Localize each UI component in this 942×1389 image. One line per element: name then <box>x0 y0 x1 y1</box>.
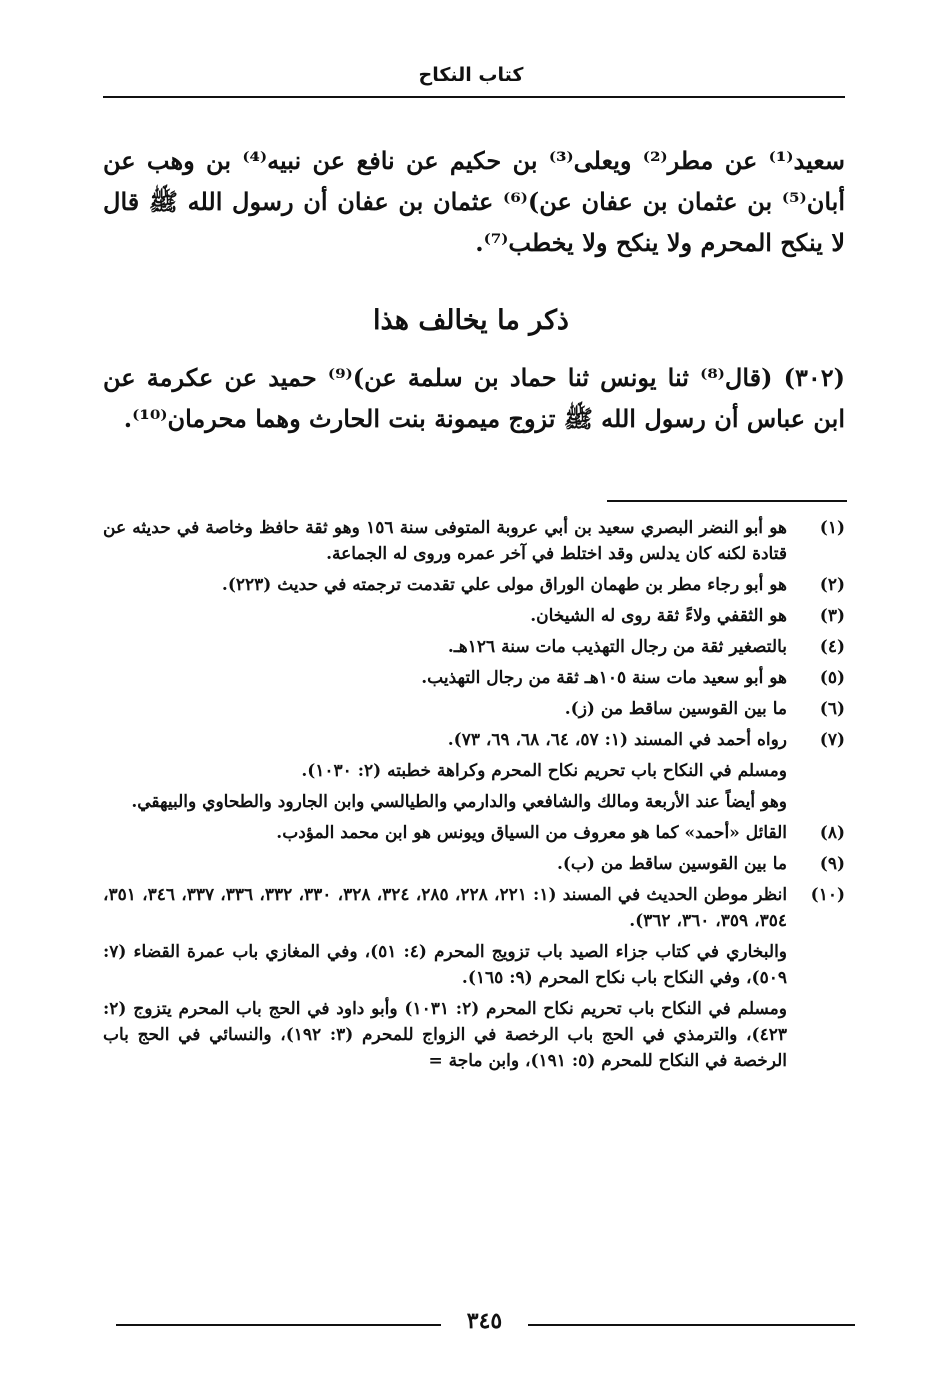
footnote-body <box>103 515 787 567</box>
footnote-number: (٧) <box>819 730 845 750</box>
footnote-item <box>103 696 845 722</box>
footnote-body <box>103 603 787 629</box>
header-rule <box>103 96 845 98</box>
footnote-item <box>103 882 845 1074</box>
footnote-item <box>103 665 845 691</box>
footnote-body <box>103 820 787 846</box>
footnote-text: انظر موطن الحديث في المسند (١: ٢٢١، ٢٢٨، ٢٨٥، ٣٢٤، ٣٢٨، ٣٣٠، ٣٣٢، ٣٣٦، ٣٣٧، ٣٤٦، ٣٥١، ٣٥٤، ٣٥٩، ٣٦٠، ٣٦٢). <box>103 885 788 931</box>
footnote-body <box>103 634 787 660</box>
footnote-item <box>103 820 845 846</box>
footnote-item <box>103 851 845 877</box>
hadith-302-paragraph: (٣٠٢) (قال⁽⁸⁾ ثنا يونس ثنا حماد بن سلمة عن)⁽⁹⁾ حميد عن عكرمة عن ابن عباس أن رسول الله ﷺ تزوج ميمونة بنت الحارث وهما محرمان⁽¹⁰⁾. <box>103 363 846 433</box>
footnote-body <box>103 882 787 1074</box>
footnote-text: هو أبو سعيد مات سنة ١٠٥هـ ثقة من رجال التهذيب. <box>421 668 787 688</box>
footnote-text: ما بين القوسين ساقط من (ز). <box>564 699 787 719</box>
footnote-number: (٢) <box>819 575 845 595</box>
footnote-text: هو الثقفي ولاءً ثقة روى له الشيخان. <box>530 606 787 626</box>
footnote-number: (١) <box>819 518 845 538</box>
footnote-body <box>103 572 787 598</box>
footnote-number: (٦) <box>819 699 845 719</box>
page-number: ٣٤٥ <box>466 1308 503 1334</box>
footnote-text: والبخاري في كتاب جزاء الصيد باب تزويج المحرم (٤: ٥١)، وفي المغازي باب عمرة القضاء (٧: ٥٠٩)، وفي النكاح باب نكاح المحرم (٩: ١٦٥). <box>103 942 788 988</box>
footnote-item <box>103 727 845 815</box>
footnote-number: (١٠) <box>810 885 845 905</box>
footnote-text: وهو أيضاً عند الأربعة ومالك والشافعي والدارمي والطيالسي وابن الجارود والطحاوي والبيهقي. <box>131 792 787 812</box>
footnote-text: القائل «أحمد» كما هو معروف من السياق ويونس هو ابن محمد المؤدب. <box>276 823 787 843</box>
footnote-item <box>103 603 845 629</box>
footnote-text: ومسلم في النكاح باب تحريم نكاح المحرم وكراهة خطبته (٢: ١٠٣٠). <box>301 761 787 781</box>
footnote-text: بالتصغير ثقة من رجال التهذيب مات سنة ١٢٦هـ. <box>447 637 787 657</box>
footnotes-separator <box>607 500 847 502</box>
footnote-number: (٥) <box>819 668 845 688</box>
footnotes-list <box>103 515 845 1079</box>
footnote-body <box>103 696 787 722</box>
footer-rule-right <box>528 1324 855 1326</box>
footnote-text: هو أبو رجاء مطر بن طهمان الوراق مولى علي تقدمت ترجمته في حديث (٢٢٣). <box>221 575 787 595</box>
footnote-text: هو أبو النضر البصري سعيد بن أبي عروبة المتوفى سنة ١٥٦ وهو ثقة حافظ وخاصة في حديثه عن قتادة لكنه كان يدلس وقد اختلط في آخر عمره وروى له الجماعة. <box>103 518 787 564</box>
footnote-number: (٤) <box>819 637 845 657</box>
footnote-text: ما بين القوسين ساقط من (ب). <box>556 854 787 874</box>
footnote-body <box>103 727 787 815</box>
main-paragraph: سعيد⁽¹⁾ عن مطر⁽²⁾ ويعلى⁽³⁾ بن حكيم عن نافع عن نبيه⁽⁴⁾ بن وهب عن أبان⁽⁵⁾ بن عثمان بن عفان عن)⁽⁶⁾ عثمان بن عفان أن رسول الله ﷺ قال لا ينكح المحرم ولا ينكح ولا يخطب⁽⁷⁾. <box>103 146 846 257</box>
footnote-body <box>103 851 787 877</box>
footnote-item <box>103 634 845 660</box>
footnote-text: ومسلم في النكاح باب تحريم نكاح المحرم (٢: ١٠٣١) وأبو داود في الحج باب المحرم يتزوج (٢: ٤٢٣)، والترمذي في الحج باب الرخصة في الزواج للمحرم (٣: ١٩٢)، والنسائي في الحج باب الرخصة في النكاح للمحرم (٥: ١٩١)، وابن ماجة = <box>103 999 787 1071</box>
running-header: كتاب النكاح <box>418 64 524 86</box>
footnote-number: (٩) <box>819 854 845 874</box>
section-heading: ذكر ما يخالف هذا <box>373 305 569 336</box>
footnote-item <box>103 515 845 567</box>
footer-rule-left <box>116 1324 441 1326</box>
footnote-number: (٣) <box>819 606 845 626</box>
footnote-number: (٨) <box>819 823 845 843</box>
footnote-item <box>103 572 845 598</box>
footnote-body <box>103 665 787 691</box>
footnote-text: رواه أحمد في المسند (١: ٥٧، ٦٤، ٦٨، ٦٩، ٧٣). <box>447 730 787 750</box>
